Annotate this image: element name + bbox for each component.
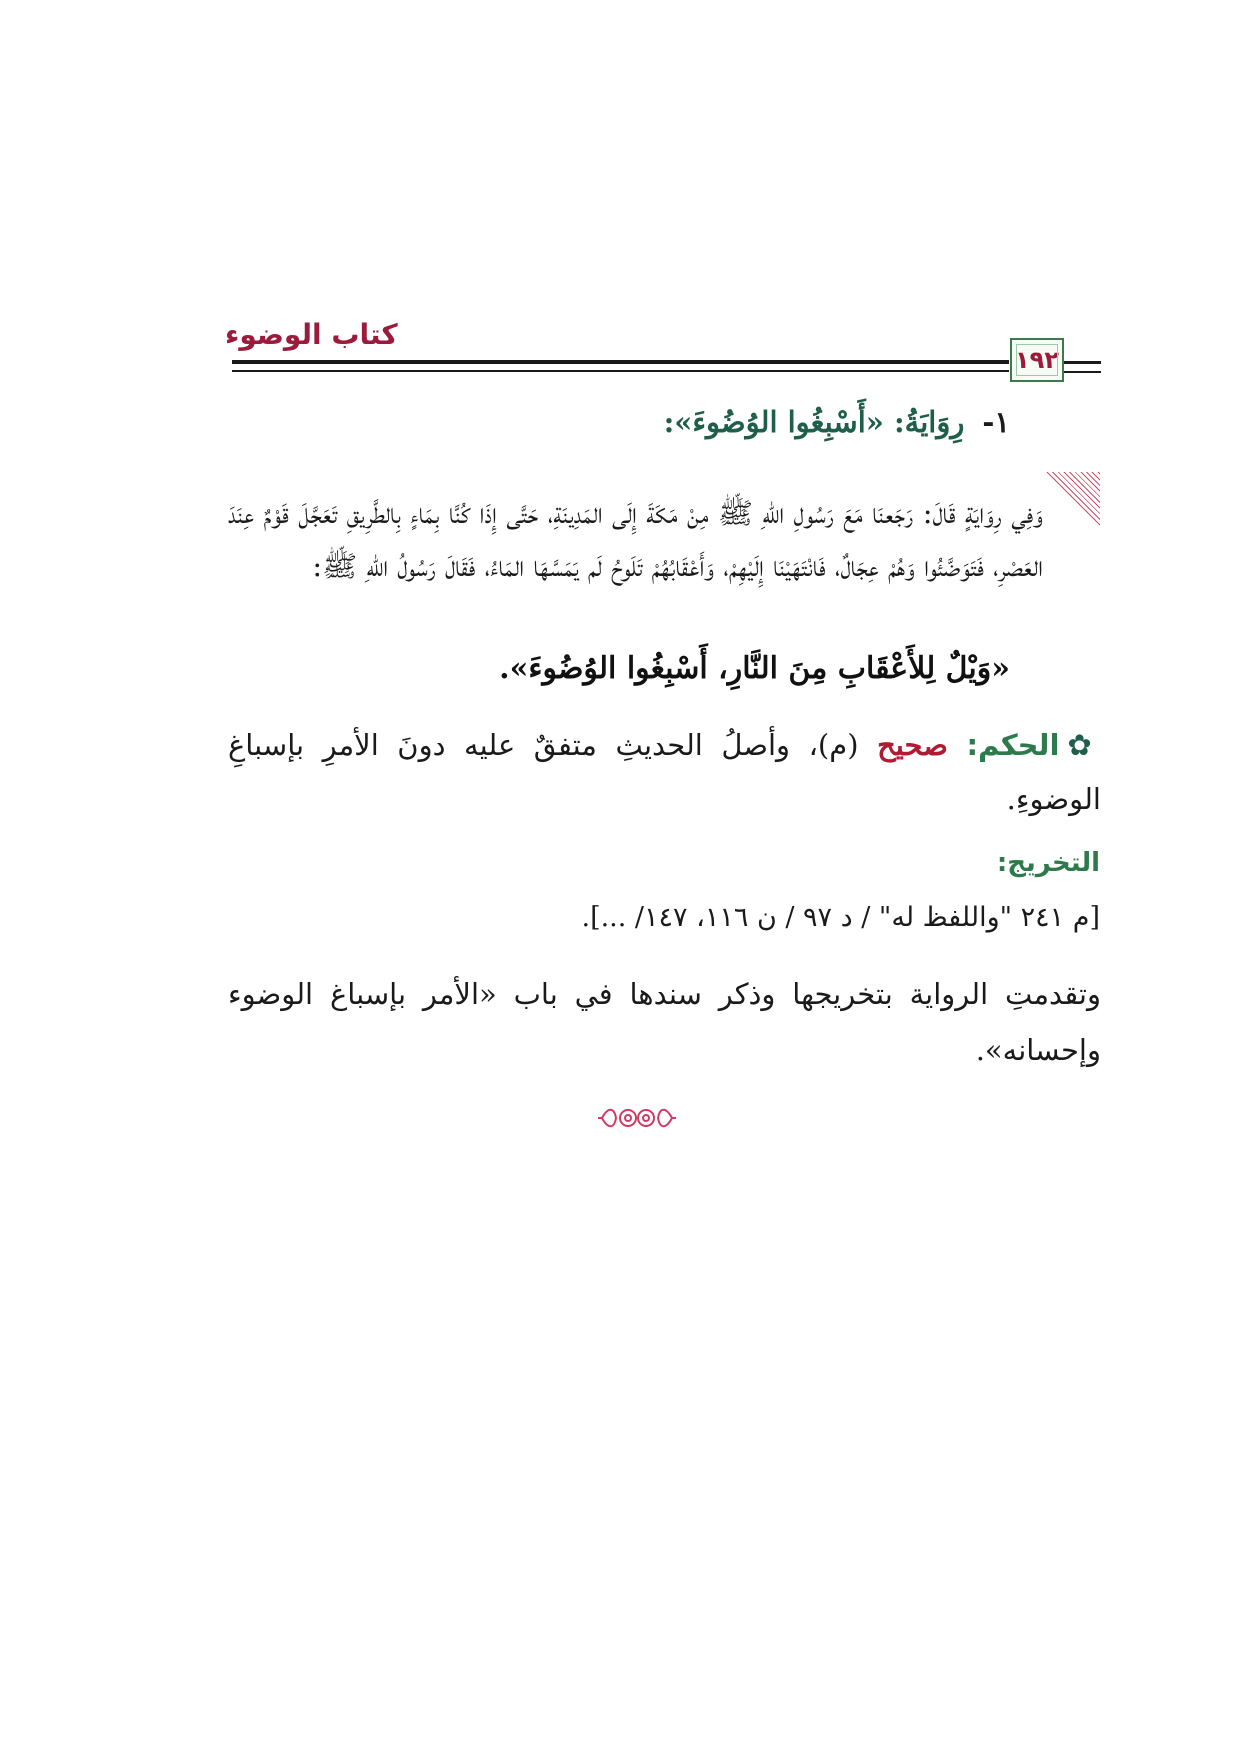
page-number: ١٩٢ [1015, 346, 1059, 374]
section-heading [230, 405, 1010, 439]
takhrij-references: [م ٢٤١ "واللفظ له" / د ٩٧ / ن ١١٦، ١٤٧/ ...]. [581, 902, 1100, 933]
rosette-icon: ✿ [1067, 728, 1102, 762]
header-rule-right-top [1064, 361, 1101, 364]
hadith-corner-ornament-icon [1042, 472, 1100, 530]
section-title: رِوَايَةُ: «أَسْبِغُوا الوُضُوءَ»: [663, 405, 965, 439]
ruling-text: (م)، وأصلُ الحديثِ متفقٌ عليه دونَ الأمرِ بإسباغِ الوضوءِ. [228, 728, 1101, 816]
header-rule-top [232, 360, 1009, 364]
section-number: ١- [982, 405, 1010, 439]
hadith-text: وَفِي رِوَايَةٍ قَالَ: رَجَعنَا مَعَ رَسُولِ اللهِ ﷺ مِنْ مَكَةَ إِلَى المَدِينَةِ، حَتَّى إِذَا كُنَّا بِمَاءٍ بِالطَّرِيقِ تَعَجَّلَ قَوْمٌ عِنَدَ العَصْرِ، فَتَوَضَّئُوا وَهُمْ عِجَالٌ، فَانْتَهَيْنَا إِلَيْهِمْ، وَأَعْقَابُهُمْ تَلَوحُ لَم يَمَسَّهَا المَاءُ، فَقَالَ رَسُولُ اللهِ ﷺ: [228, 496, 1043, 583]
ruling-paragraph [228, 718, 1101, 826]
floral-ornament-icon [596, 1101, 678, 1135]
ruling-grade: صحيح [877, 728, 948, 762]
header-rule-bottom [232, 370, 1009, 372]
header-rule-right-bottom [1064, 371, 1101, 373]
hadith-quote: «وَيْلٌ لِلأَعْقَابِ مِنَ النَّارِ، أَسْبِغُوا الوُضُوءَ». [499, 651, 1010, 686]
takhrij-heading: التخريج: [996, 848, 1100, 878]
page-number-frame [1010, 338, 1064, 382]
ruling-label: الحكم: [966, 728, 1060, 762]
takhrij-note: وتقدمتِ الرواية بتخريجها وذكر سندها في باب «الأمر بإسباغ الوضوء وإحسانه». [228, 977, 1101, 1067]
book-title: كتاب الوضوء [225, 318, 398, 351]
